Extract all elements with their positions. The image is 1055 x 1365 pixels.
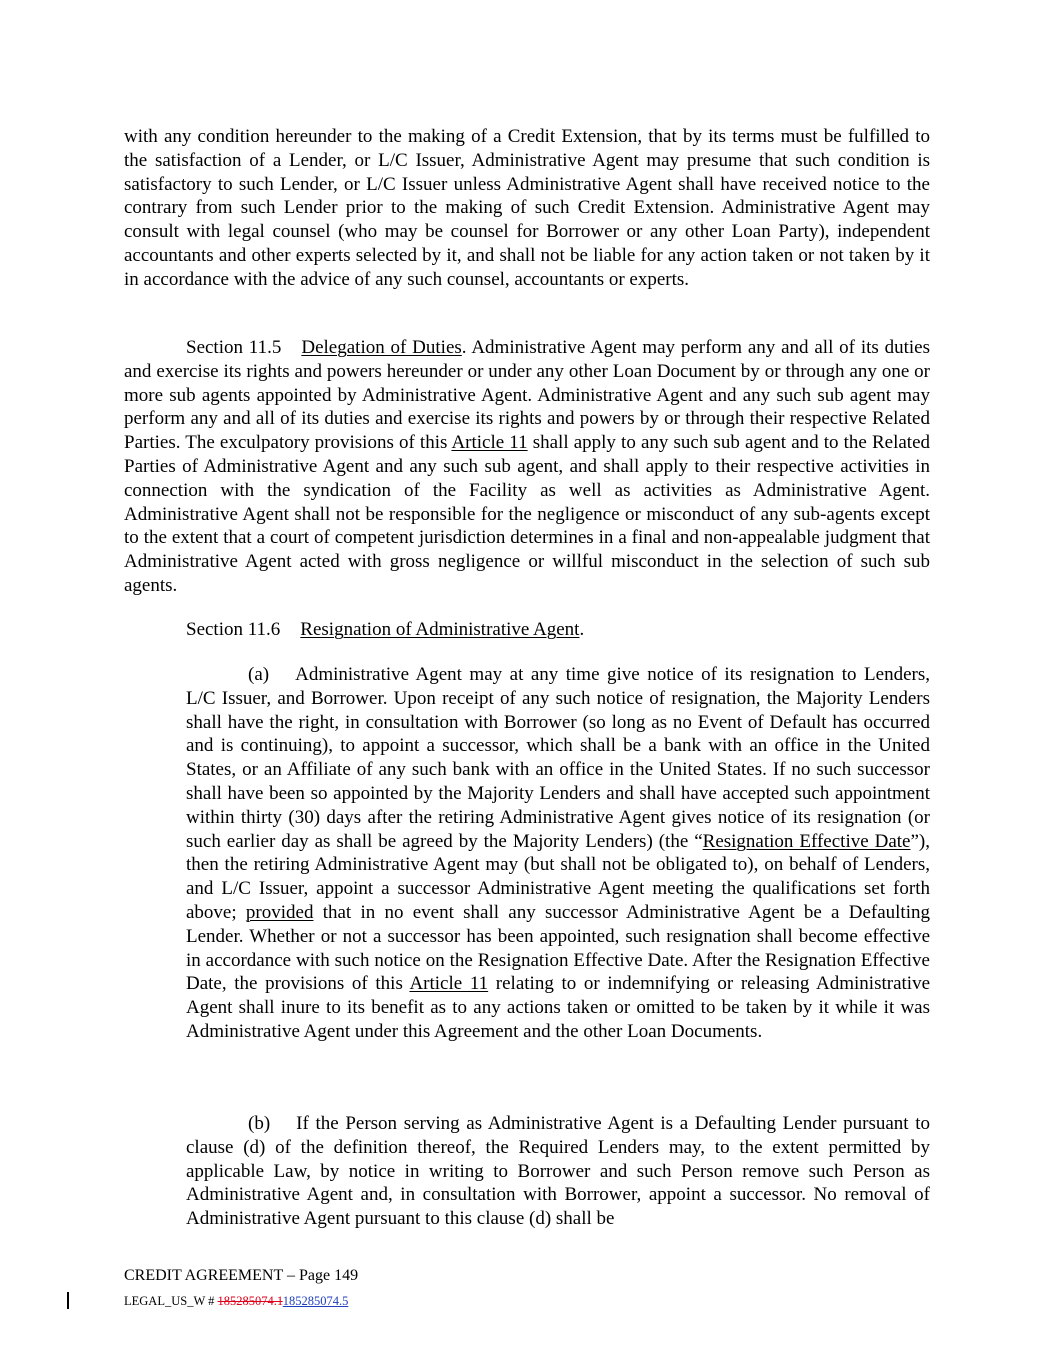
subsection-a-label: (a) — [248, 664, 270, 685]
subsection-a-text-4: relating to or indemnifying or releasing Administrative Agent shall inure to its benefit as to any actions taken or omitted to be taken by it while it was Administrative Agent under this Agreement and the other Loan Documents. — [186, 973, 931, 1042]
section-11-5-text-b: shall apply to any such sub agent and to the Related Parties of Administrative Agent and any such sub agent, and shall apply to their respective activities in connection with the syndication of the Facility as well as activities as Administrative Agent. Administrative Agent shall not be responsible for the negligence or misconduct of any sub-agents except to the extent that a court of competent jurisdiction determines in a final and non-appealable judgment that Administrative Agent acted with gross negligence or willful misconduct in the selection of such sub agents. — [124, 432, 930, 596]
section-11-6-number: Section 11.6 — [186, 619, 281, 640]
section-11-5-text-a: . Administrative Agent may perform any and all of its duties and exercise its rights and powers hereunder or under any other Loan Document by or through any one or more sub agents appointed by Administrative Agent. Administrative Agent and any such sub agent may perform any and all of its duties and exercise its rights and powers by or through their respective Related Parties. The exculpatory provisions of this — [124, 337, 930, 454]
section-11-6-title: Resignation of Administrative Agent — [300, 619, 580, 640]
footer-document-number — [124, 1293, 348, 1309]
article-11-reference: Article 11 — [409, 973, 489, 995]
footer-doc-inserted-number: 185285074.5 — [282, 1294, 349, 1308]
footer-page-title: CREDIT AGREEMENT – Page 149 — [124, 1267, 359, 1284]
section-11-6-period: . — [579, 619, 585, 640]
section-11-5-number: Section 11.5 — [186, 337, 282, 358]
subsection-b-paragraph — [186, 1112, 930, 1231]
paragraph-continuation: with any condition hereunder to the making of a Credit Extension, that by its terms must be fulfilled to the satisfaction of a Lender, or L/C Issuer, Administrative Agent may presume that such condition is satisfactory to such Lender, or L/C Issuer unless Administrative Agent shall have received notice to the contrary from such Lender prior to the making of such Credit Extension. Administrative Agent may consult with legal counsel (who may be counsel for Borrower or any other Loan Party), independent accountants and other experts selected by it, and shall not be liable for any action taken or not taken by it in accordance with the advice of any such counsel, accountants or experts. — [124, 126, 930, 290]
subsection-a-text-3: that in no event shall any successor Administrative Agent be a Defaulting Lender. Whether or not a successor has been appointed, such resignation shall become effective in accordance with such notice on the Resignation Effective Date. After the Resignation Effective Date, the provisions of this — [186, 901, 930, 995]
subsection-a-text-1: Administrative Agent may at any time give notice of its resignation to Lenders, L/C Issuer, and Borrower. Upon receipt of any such notice of resignation, the Majority Lenders shall have the right, in consultation with Borrower (so long as no Event of Default has occurred and is continuing), to appoint a successor, which shall be a bank with an office in the United States, or an Affiliate of any such bank with an office in the United States. If no such successor shall have been so appointed by the Majority Lenders and shall have accepted such appointment within thirty (30) days after the retiring Administrative Agent gives notice of its resignation (or such earlier day as shall be agreed by the Majority Lenders) (the “ — [186, 664, 930, 852]
subsection-a-text-2: ”), then the retiring Administrative Agent may (but shall not be obligated to), on behalf of Lenders, and L/C Issuer, appoint a successor Administrative Agent meeting the qualifications set forth above; — [186, 830, 930, 923]
footer-doc-prefix: LEGAL_US_W # — [124, 1294, 218, 1308]
defined-term-resignation-effective-date: Resignation Effective Date — [702, 830, 911, 852]
subsection-b-text: If the Person serving as Administrative Agent is a Defaulting Lender pursuant to clause (d) of the definition thereof, the Required Lenders may, to the extent permitted by applicable Law, by notice in writing to Borrower and such Person remove such Person as Administrative Agent and, in consultation with Borrower, appoint a successor. No removal of Administrative Agent pursuant to this clause (d) shall be — [186, 1113, 930, 1230]
subsection-b-label: (b) — [248, 1113, 271, 1134]
subsection-a-paragraph — [186, 663, 930, 1044]
section-11-6-heading — [186, 618, 584, 642]
section-11-5-paragraph — [124, 336, 930, 598]
footer-doc-deleted-number: 185285074.1 — [217, 1294, 283, 1308]
section-11-5-title: Delegation of Duties — [301, 337, 462, 358]
article-11-reference: Article 11 — [451, 432, 528, 454]
provided-term: provided — [245, 901, 314, 923]
revision-change-bar — [67, 1292, 69, 1309]
